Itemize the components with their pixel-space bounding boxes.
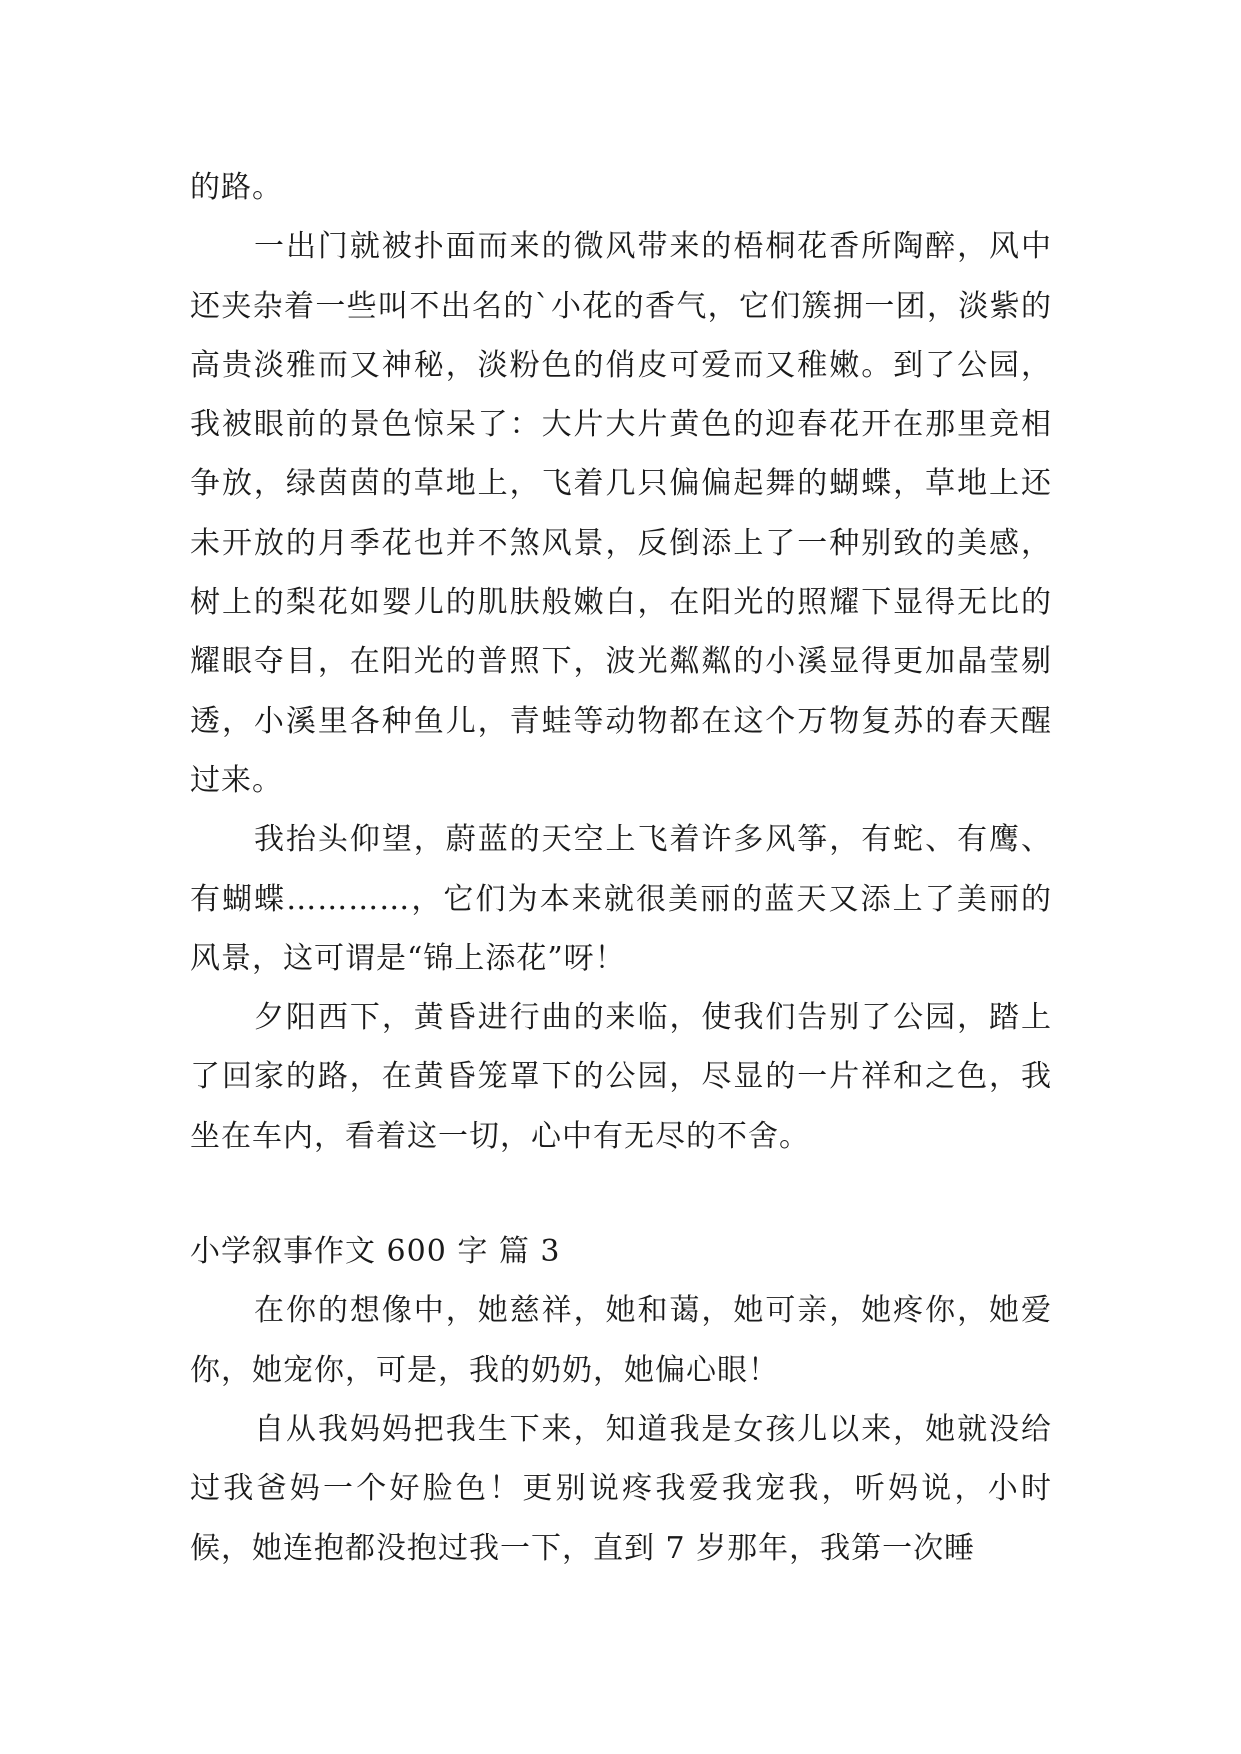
paragraph-kites: 我抬头仰望，蔚蓝的天空上飞着许多风筝，有蛇、有鹰、有蝴蝶…………，它们为本来就很美丽的蓝天又添上了美丽的风景，这可谓是“锦上添花”呀！ — [190, 822, 1052, 976]
paragraph-sunset: 夕阳西下，黄昏进行曲的来临，使我们告别了公园，踏上了回家的路，在黄昏笼罩下的公园，尽显的一片祥和之色，我坐在车内，看着这一切，心中有无尽的不舍。 — [190, 1000, 1052, 1154]
paragraph-park-scenery: 一出门就被扑面而来的微风带来的梧桐花香所陶醉，风中还夹杂着一些叫不出名的`小花的香气，它们簇拥一团，淡紫的高贵淡雅而又神秘，淡粉色的俏皮可爱而又稚嫩。到了公园，我被眼前的景色惊呆了：大片大片黄色的迎春花开在那里竞相争放，绿茵茵的草地上，飞着几只偏偏起舞的蝴蝶，草地上还未开放的月季花也并不煞风景，反倒添上了一种别致的美感，树上的梨花如婴儿的肌肤般嫩白，在阳光的照耀下显得无比的耀眼夺目，在阳光的普照下，波光粼粼的小溪显得更加晶莹剔透，小溪里各种鱼儿，青蛙等动物都在这个万物复苏的春天醒过来。 — [190, 229, 1052, 798]
section-heading: 小学叙事作文 600 字 篇 3 — [190, 1234, 561, 1270]
document-page — [190, 158, 1052, 1578]
paragraph-grandma-story: 自从我妈妈把我生下来，知道我是女孩儿以来，她就没给过我爸妈一个好脸色！更别说疼我爱我宠我，听妈说，小时候，她连抱都没抱过我一下，直到 7 岁那年，我第一次睡 — [190, 1411, 1052, 1566]
section-gap — [190, 1166, 1052, 1222]
paragraph-grandma-intro: 在你的想像中，她慈祥，她和蔼，她可亲，她疼你，她爱你，她宠你，可是，我的奶奶，她偏心眼！ — [190, 1293, 1052, 1388]
paragraph-continuation: 的路。 — [190, 170, 283, 205]
